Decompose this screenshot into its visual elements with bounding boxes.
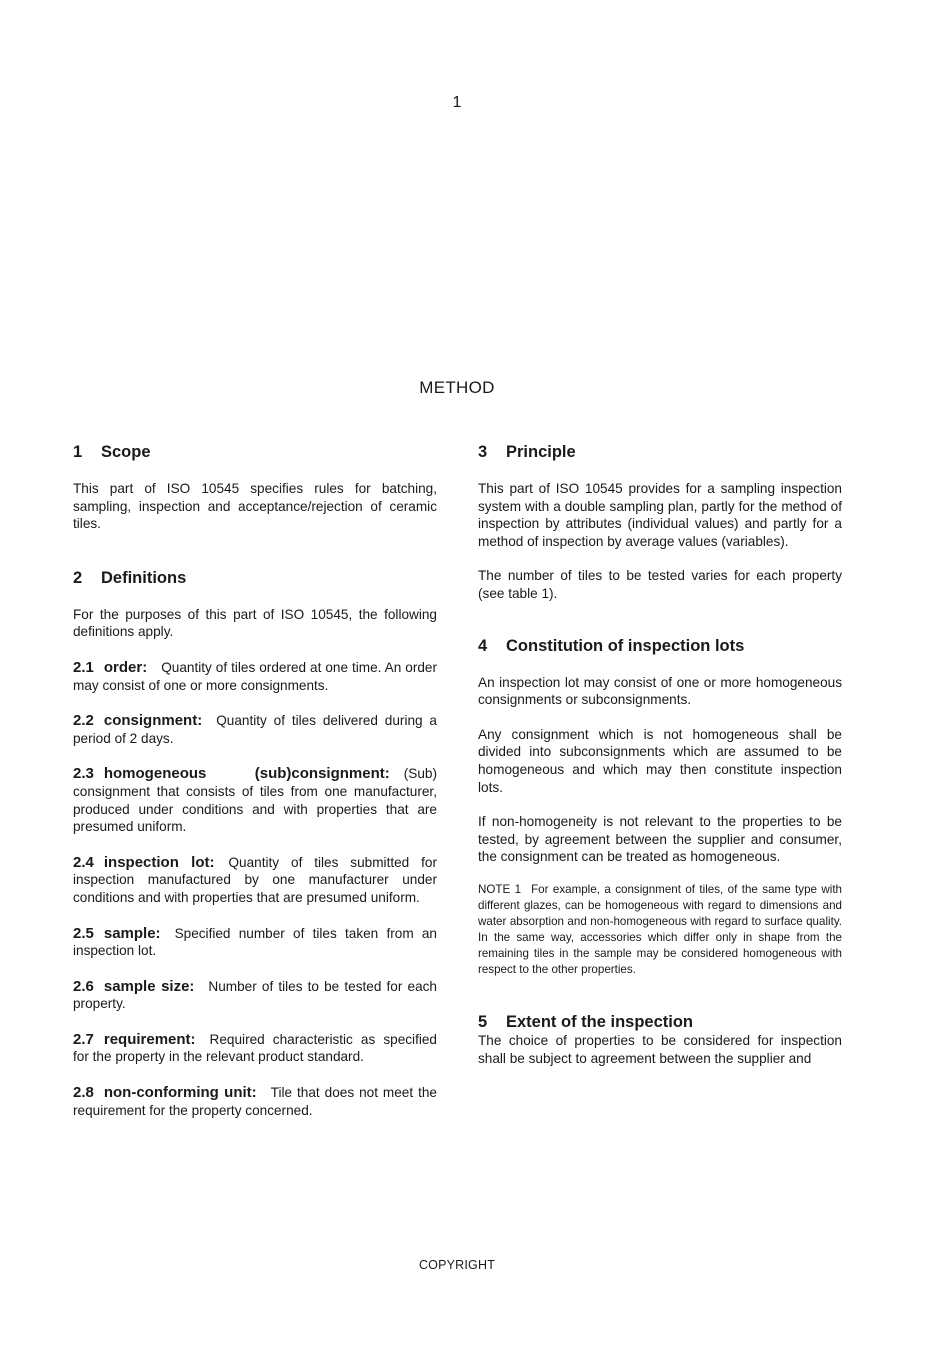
- definition-number: 2.3: [73, 765, 94, 783]
- definition-number: 2.2: [73, 712, 94, 730]
- definition-text: Quantity of tiles submitted for inspection manufactured by one manufacturer under conditions and with properties that are presumed uniform.: [73, 854, 438, 905]
- definition-term: order:: [103, 658, 148, 676]
- definition-term: requirement:: [103, 1030, 196, 1048]
- definition-term: non-conforming unit:: [103, 1084, 257, 1102]
- definition-text: Number of tiles to be tested for each property.: [73, 978, 437, 1012]
- clause-heading-extent: [478, 1012, 842, 1032]
- clause-number: 2: [73, 568, 83, 587]
- clause-title: Principle: [506, 443, 576, 461]
- clause-title: Scope: [101, 443, 151, 461]
- clause-title: Definitions: [101, 568, 187, 587]
- clause-heading-scope: [73, 442, 437, 462]
- constitution-paragraph: Any consignment which is not homogeneous shall be divided into subconsignments which are assumed to be homogeneous and which may then constitute inspection lots.: [478, 726, 842, 795]
- definition-item: [73, 854, 437, 907]
- copyright-footer: COPYRIGHT: [418, 1258, 496, 1272]
- definition-number: 2.1: [73, 658, 94, 676]
- definition-item: [73, 659, 437, 694]
- definition-term: sample:: [103, 924, 161, 942]
- clause-number: 3: [478, 443, 488, 461]
- clause-number: 5: [478, 1012, 488, 1031]
- definition-text: Specified number of tiles taken from an inspection lot.: [73, 925, 437, 959]
- note-label: NOTE 1: [478, 882, 522, 896]
- clause-title: Extent of the inspection: [506, 1012, 694, 1031]
- definition-text: (Sub) consignment that consists of tiles from one manufacturer, produced under conditions and with properties that are presumed uniform.: [73, 766, 437, 835]
- definition-text: Required characteristic as specified for the property in the relevant product standard.: [73, 1031, 437, 1065]
- note-text: For example, a consignment of tiles, of the same type with different glazes, can be homogeneous with regard to dimensions and water absorption and non-homogeneous with regard to surface quality. In the same way, accessories which differ only in shape from the remaining tiles in the sample may be considered homogeneous with respect to the other properties.: [478, 882, 842, 976]
- definition-number: 2.8: [73, 1084, 94, 1102]
- definition-number: 2.7: [73, 1030, 94, 1048]
- definition-number: 2.4: [73, 853, 94, 871]
- principle-paragraph: This part of ISO 10545 provides for a sampling inspection system with a double sampling plan, partly for the method of inspection by attributes (individual values) and partly for a method of inspection by average values (variables).: [478, 481, 842, 549]
- definition-number: 2.6: [73, 977, 94, 995]
- note: [478, 882, 842, 978]
- right-column: [478, 442, 842, 1067]
- extent-paragraph: The choice of properties to be considered for inspection shall be subject to agreement between the supplier and: [478, 1032, 842, 1066]
- definition-text: Tile that does not meet the requirement for the property concerned.: [73, 1085, 437, 1118]
- clause-title: Constitution of inspection lots: [506, 636, 745, 655]
- clause-heading-principle: [478, 442, 842, 462]
- constitution-paragraph: An inspection lot may consist of one or more homogeneous consignments or subconsignments.: [478, 674, 842, 708]
- definition-item: [73, 1031, 437, 1066]
- clause-heading-definitions: [73, 568, 437, 588]
- definition-item: [73, 925, 437, 960]
- definition-term: inspection lot:: [103, 853, 215, 871]
- definition-term: homogeneous (sub)consignment:: [103, 765, 390, 783]
- constitution-paragraph: If non-homogeneity is not relevant to the properties to be tested, by agreement between the supplier and consumer, the consignment can be treated as homogeneous.: [478, 814, 842, 865]
- clause-number: 4: [478, 636, 488, 655]
- definition-term: consignment:: [103, 712, 203, 730]
- definition-item: [73, 978, 437, 1013]
- clause-number: 1: [73, 443, 83, 461]
- page-number: 1: [452, 94, 462, 111]
- definition-item: [73, 765, 437, 835]
- definition-term: sample size:: [103, 977, 195, 995]
- definition-item: [73, 712, 437, 747]
- principle-paragraph: The number of tiles to be tested varies for each property (see table 1).: [478, 568, 842, 601]
- definition-text: Quantity of tiles ordered at one time. An order may consist of one or more consignments.: [73, 659, 437, 693]
- definition-number: 2.5: [73, 924, 94, 942]
- definition-item: [73, 1084, 437, 1119]
- definition-text: Quantity of tiles delivered during a period of 2 days.: [73, 713, 437, 746]
- scope-paragraph: This part of ISO 10545 specifies rules for batching, sampling, inspection and acceptance/rejection of ceramic tiles.: [73, 481, 437, 532]
- clause-heading-constitution: [478, 636, 842, 656]
- page-title: METHOD: [419, 378, 495, 397]
- left-column: [73, 442, 437, 1119]
- definitions-intro: For the purposes of this part of ISO 10545, the following definitions apply.: [73, 606, 437, 640]
